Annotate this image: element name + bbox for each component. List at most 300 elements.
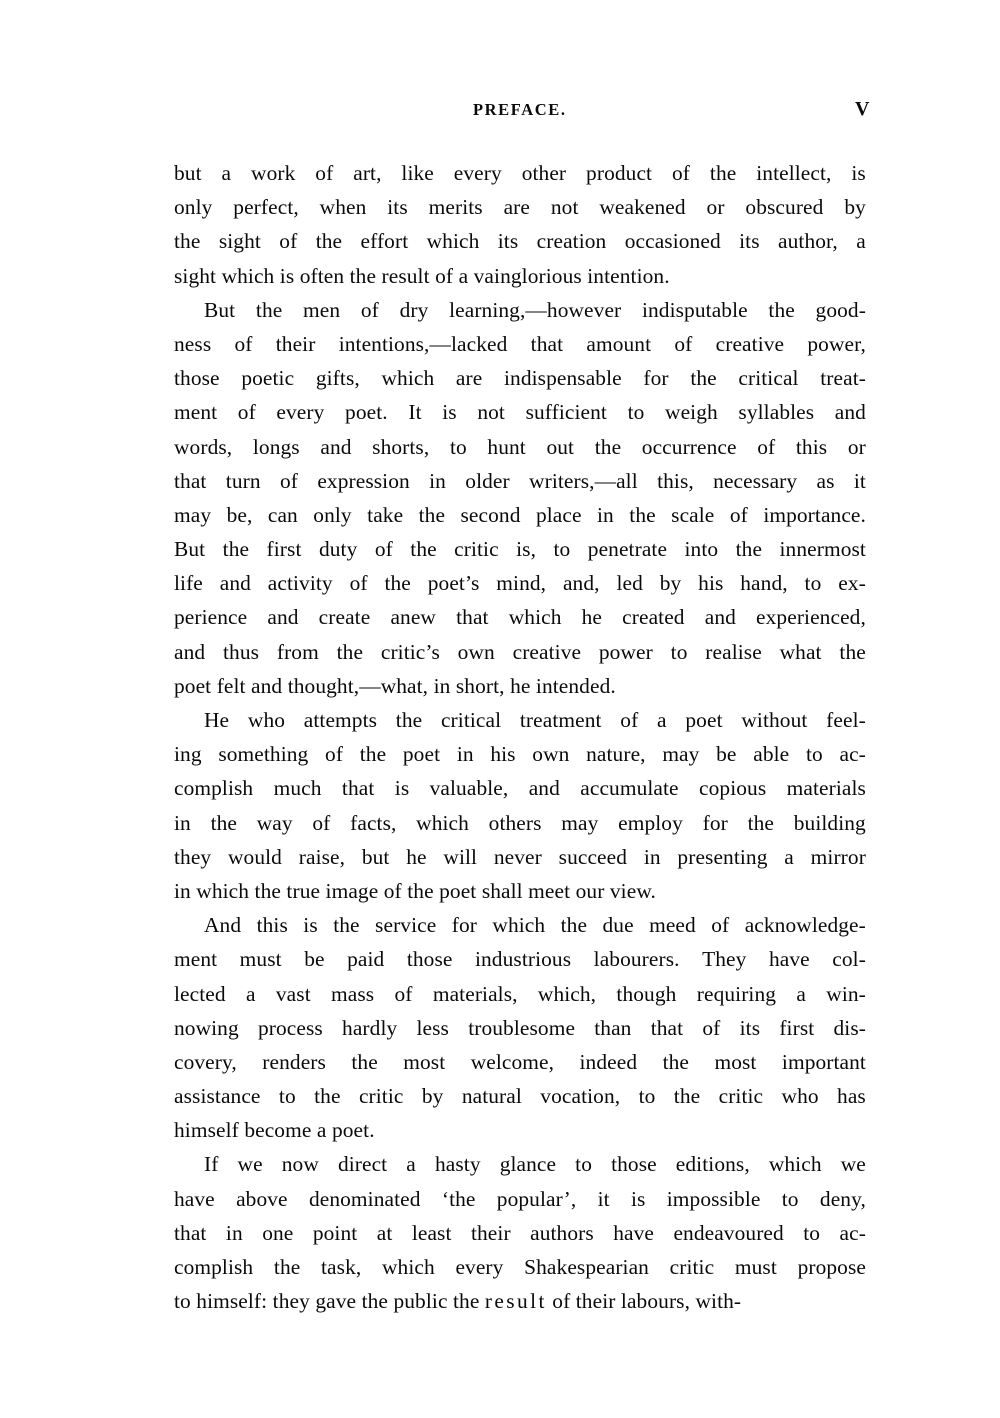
word: out [546, 434, 575, 459]
word: is [442, 400, 457, 425]
word: is [851, 161, 866, 185]
word: product [586, 161, 653, 185]
word: covery, [174, 1049, 237, 1074]
word: vocation, [540, 1084, 621, 1109]
word: of [711, 913, 730, 938]
word: a [856, 229, 866, 254]
word: we [237, 1152, 263, 1177]
word: labourers. [593, 947, 680, 972]
text-line [174, 566, 866, 600]
word: editions, [675, 1152, 750, 1177]
word: from [276, 639, 319, 664]
text-line [174, 532, 866, 566]
word: to [638, 1084, 656, 1109]
word: denominated [308, 1186, 421, 1211]
word: in [174, 810, 191, 835]
word: create [318, 605, 371, 630]
word: ment [174, 947, 218, 972]
word: to [449, 434, 467, 459]
text-line [174, 1147, 866, 1181]
word: col- [832, 947, 866, 972]
word: perfect, [233, 195, 299, 220]
word: dis- [833, 1015, 866, 1040]
word: for [643, 366, 669, 391]
word: point [312, 1220, 358, 1245]
text-line [174, 1045, 866, 1079]
word: but [174, 161, 202, 185]
word: the [594, 434, 622, 459]
word: life [174, 571, 203, 596]
word: complish [174, 1255, 254, 1279]
word: expression [317, 468, 410, 493]
word: longs [252, 434, 300, 459]
word: lected [174, 981, 226, 1006]
word: creative [512, 639, 582, 664]
text-line [174, 293, 866, 327]
word: place [535, 502, 582, 527]
word: propose [797, 1255, 866, 1279]
word: the [662, 1049, 690, 1074]
word: which, [537, 981, 597, 1006]
word: every [276, 400, 325, 425]
text-line [174, 908, 866, 942]
word: merits [428, 195, 483, 220]
text-line: sight which is often the result of a vainglorious intention. [174, 263, 670, 288]
word: his [698, 571, 724, 596]
text-line [174, 977, 866, 1011]
text-line [174, 1216, 866, 1250]
word: If [204, 1152, 219, 1177]
word: raise, [298, 844, 346, 869]
word: anew [390, 605, 436, 630]
word: They [702, 947, 747, 972]
text-line [174, 771, 866, 805]
word: importance. [763, 502, 866, 527]
word: what [779, 639, 822, 664]
word: copious [699, 776, 767, 801]
word: not [477, 400, 505, 425]
word: the [709, 161, 737, 185]
word: of [757, 434, 776, 459]
word: hunt [487, 434, 526, 459]
word: direct [337, 1152, 388, 1177]
word: critic [669, 1255, 715, 1279]
word: accumulate [580, 776, 679, 801]
word: work [251, 161, 296, 185]
word: paid [347, 947, 385, 972]
word: a [245, 981, 256, 1006]
word: though [616, 981, 677, 1006]
word: they [174, 844, 212, 869]
word: the [210, 810, 237, 835]
word: the [839, 639, 866, 664]
word: may [561, 810, 599, 835]
word: of [671, 161, 691, 185]
word: which [508, 605, 562, 630]
word: much [273, 776, 322, 801]
word: obscured [745, 195, 824, 220]
word: he [406, 844, 427, 869]
word: one [262, 1220, 294, 1245]
word: that [456, 605, 489, 630]
word: its [739, 229, 760, 254]
word: their [470, 1220, 511, 1245]
word: natural [461, 1084, 522, 1109]
word: But [174, 537, 206, 562]
text-line [174, 498, 866, 532]
word: turn [225, 468, 261, 493]
word: will [443, 844, 478, 869]
word: art, [353, 161, 382, 185]
word: treatment [519, 708, 602, 732]
word: amount [586, 331, 652, 356]
word: of [674, 331, 693, 356]
word: poetic [241, 366, 295, 391]
word: poet [402, 742, 441, 767]
word: hasty [434, 1152, 481, 1177]
word: to [805, 742, 823, 767]
word: of [729, 502, 748, 527]
word: innermost [779, 537, 866, 562]
word: learning,—however [449, 297, 622, 322]
word: and [219, 571, 251, 596]
word: every [453, 161, 502, 185]
word: shorts, [372, 434, 430, 459]
word: which [492, 913, 546, 938]
word: authors [530, 1220, 594, 1245]
word: Shakespearian [524, 1255, 649, 1279]
word: critic [358, 1084, 404, 1109]
word: critic [454, 537, 499, 562]
word: the [747, 810, 775, 835]
word: task, [321, 1255, 362, 1279]
word: requiring [696, 981, 777, 1006]
word: materials, [432, 981, 518, 1006]
word: for [451, 913, 477, 938]
word: when [319, 195, 367, 220]
word: to [670, 639, 688, 664]
text-line [174, 806, 866, 840]
word: process [257, 1015, 323, 1040]
word: ing [174, 742, 202, 767]
word: penetrate [587, 537, 668, 562]
word: writers,—all [529, 468, 638, 493]
word: meed [649, 913, 696, 938]
word: author, [778, 229, 838, 254]
word: now [281, 1152, 319, 1177]
word: the [314, 1084, 341, 1109]
word: facts, [350, 810, 397, 835]
word: indisputable [641, 297, 748, 322]
word: win- [826, 981, 866, 1006]
word: to [803, 1220, 821, 1245]
word: the [395, 708, 423, 732]
word: most [714, 1049, 757, 1074]
word: that [530, 331, 564, 356]
word: it [597, 1186, 610, 1211]
word: critic’s [380, 639, 440, 664]
word: other [521, 161, 567, 185]
word: of [360, 297, 379, 322]
word: have [768, 947, 810, 972]
word: thus [222, 639, 260, 664]
word: nowing [174, 1015, 239, 1040]
text-line [174, 635, 866, 669]
word: dry [399, 297, 429, 322]
word: words, [174, 434, 233, 459]
word: poet [685, 708, 723, 732]
word: be [716, 742, 737, 767]
word: of [394, 981, 413, 1006]
word: as [816, 468, 835, 493]
word: important [781, 1049, 866, 1074]
word: the [255, 297, 283, 322]
word: those [174, 366, 220, 391]
word: are [503, 195, 530, 220]
emphasised-word: result [484, 1289, 547, 1314]
text-line [174, 1011, 866, 1045]
word: weigh [665, 400, 718, 425]
word: ness [174, 331, 212, 356]
text-line [174, 840, 866, 874]
word: hand, [740, 571, 788, 596]
word: welcome, [470, 1049, 555, 1074]
word: that [174, 468, 207, 493]
text-line [174, 156, 866, 190]
word: and, [562, 571, 600, 596]
word: which [381, 366, 435, 391]
word: building [793, 810, 866, 835]
word: assistance [174, 1084, 261, 1109]
word: own [457, 639, 495, 664]
word: at [376, 1220, 393, 1245]
word: industrious [474, 947, 572, 972]
word: syllables [738, 400, 815, 425]
word: its [739, 1015, 761, 1040]
page-number: V [855, 98, 870, 120]
text-block [174, 156, 866, 1318]
word: creation [536, 229, 607, 254]
running-head-title: PREFACE. [472, 100, 567, 119]
paragraph [174, 908, 866, 1147]
word: those [611, 1152, 657, 1177]
word: critical [440, 708, 502, 732]
word: of [315, 161, 334, 185]
word: And [204, 913, 242, 938]
word: would [228, 844, 282, 869]
word: complish [174, 776, 254, 801]
word: employ [618, 810, 683, 835]
word: is [631, 1186, 646, 1211]
word: renders [262, 1049, 326, 1074]
word: the [735, 537, 763, 562]
word: only [313, 502, 352, 527]
word: attempts [303, 708, 378, 732]
word: something [218, 742, 309, 767]
word: and [320, 434, 352, 459]
word: intentions,—lacked [338, 331, 508, 356]
word: mirror [810, 844, 866, 869]
word: the [384, 571, 411, 596]
word: of [234, 331, 253, 356]
text-line [174, 327, 866, 361]
word: may [174, 502, 212, 527]
word: a [657, 708, 667, 732]
word: by [421, 1084, 444, 1109]
word: service [375, 913, 437, 938]
word: the [629, 502, 656, 527]
word: and [834, 400, 866, 425]
word: treat- [820, 366, 866, 391]
word: ‘the [441, 1186, 476, 1211]
word: of [279, 229, 298, 254]
word: like [401, 161, 434, 185]
paragraph [174, 1147, 866, 1318]
word: which [768, 1152, 822, 1177]
word: and [704, 605, 736, 630]
word: the [222, 537, 250, 562]
text-line [174, 464, 866, 498]
word: ex- [838, 571, 866, 596]
word: able [753, 742, 790, 767]
word: to [575, 1152, 593, 1177]
word: sufficient [525, 400, 607, 425]
text-line: poet felt and thought,—what, in short, he intended. [174, 673, 616, 698]
word: who [247, 708, 286, 732]
word: a [221, 161, 232, 185]
word: has [837, 1084, 866, 1109]
word: in [429, 468, 446, 493]
word: first [266, 537, 302, 562]
word: occasioned [624, 229, 721, 254]
word: and [174, 639, 206, 664]
word: the [359, 742, 387, 767]
word: experienced, [756, 605, 866, 630]
text-line [174, 430, 866, 464]
word: a [406, 1152, 416, 1177]
word: duty [318, 537, 358, 562]
text-line [174, 190, 866, 224]
word: without [741, 708, 808, 732]
word: a [796, 981, 806, 1006]
word: to [804, 571, 822, 596]
word: scale [671, 502, 715, 527]
word: in [597, 502, 614, 527]
word: to [553, 537, 571, 562]
word: or [706, 195, 725, 220]
word: the [418, 502, 446, 527]
word: the [351, 1049, 378, 1074]
word: by [659, 571, 682, 596]
word: ac- [839, 742, 866, 767]
word: its [387, 195, 408, 220]
word: the [410, 537, 437, 562]
word: never [493, 844, 542, 869]
word: take [367, 502, 404, 527]
word: valuable, [429, 776, 509, 801]
word: of [279, 468, 298, 493]
word: of [312, 810, 331, 835]
word: which [382, 1255, 435, 1279]
word: is, [516, 537, 537, 562]
word: materials [786, 776, 866, 801]
word: in [643, 844, 661, 869]
word: less [416, 1015, 449, 1040]
word: men [303, 297, 341, 322]
word: this, [657, 468, 694, 493]
word: into [684, 537, 719, 562]
word: the [336, 639, 364, 664]
text-line [174, 1250, 866, 1284]
word: indispensable [504, 366, 622, 391]
word: troublesome [468, 1015, 576, 1040]
word: necessary [713, 468, 798, 493]
text-line: to himself: they gave the public the result of their labours, with- [174, 1289, 742, 1314]
word: the [673, 1084, 701, 1109]
word: to [278, 1084, 296, 1109]
word: due [602, 913, 634, 938]
word: critical [738, 366, 799, 391]
word: mass [331, 981, 375, 1006]
text-line [174, 737, 866, 771]
word: and [528, 776, 560, 801]
word: is [394, 776, 410, 801]
word: weakened [599, 195, 686, 220]
word: way [256, 810, 293, 835]
word: vast [275, 981, 311, 1006]
word: poet’s [427, 571, 480, 596]
word: of [325, 742, 344, 767]
word: deny, [819, 1186, 866, 1211]
word: the [768, 297, 795, 322]
word: ment [174, 400, 218, 425]
paragraph [174, 293, 866, 703]
word: of [237, 400, 256, 425]
word: the [315, 229, 343, 254]
word: glance [499, 1152, 557, 1177]
word: but [361, 844, 390, 869]
word: may [662, 742, 700, 767]
word: least [411, 1220, 452, 1245]
word: indeed [579, 1049, 638, 1074]
word: above [236, 1186, 288, 1211]
word: be, [226, 502, 253, 527]
word: it [853, 468, 866, 493]
word: of [374, 537, 393, 562]
word: poet. [345, 400, 388, 425]
word: have [613, 1220, 654, 1245]
word: hardly [342, 1015, 398, 1040]
word: acknowledge- [744, 913, 866, 938]
word: must [239, 947, 282, 972]
word: realise [705, 639, 762, 664]
word: the [273, 1255, 301, 1279]
text-line [174, 703, 866, 737]
word: created [622, 605, 685, 630]
paragraph [174, 703, 866, 908]
word: in [225, 1220, 243, 1245]
word: that [341, 776, 375, 801]
word: endeavoured [673, 1220, 784, 1245]
word: by [844, 195, 866, 220]
word: have [174, 1186, 215, 1211]
text-line: in which the true image of the poet shall meet our view. [174, 878, 656, 903]
word: others [488, 810, 542, 835]
word: own [532, 742, 570, 767]
word: intellect, [756, 161, 832, 185]
word: It [408, 400, 422, 425]
word: and [267, 605, 299, 630]
